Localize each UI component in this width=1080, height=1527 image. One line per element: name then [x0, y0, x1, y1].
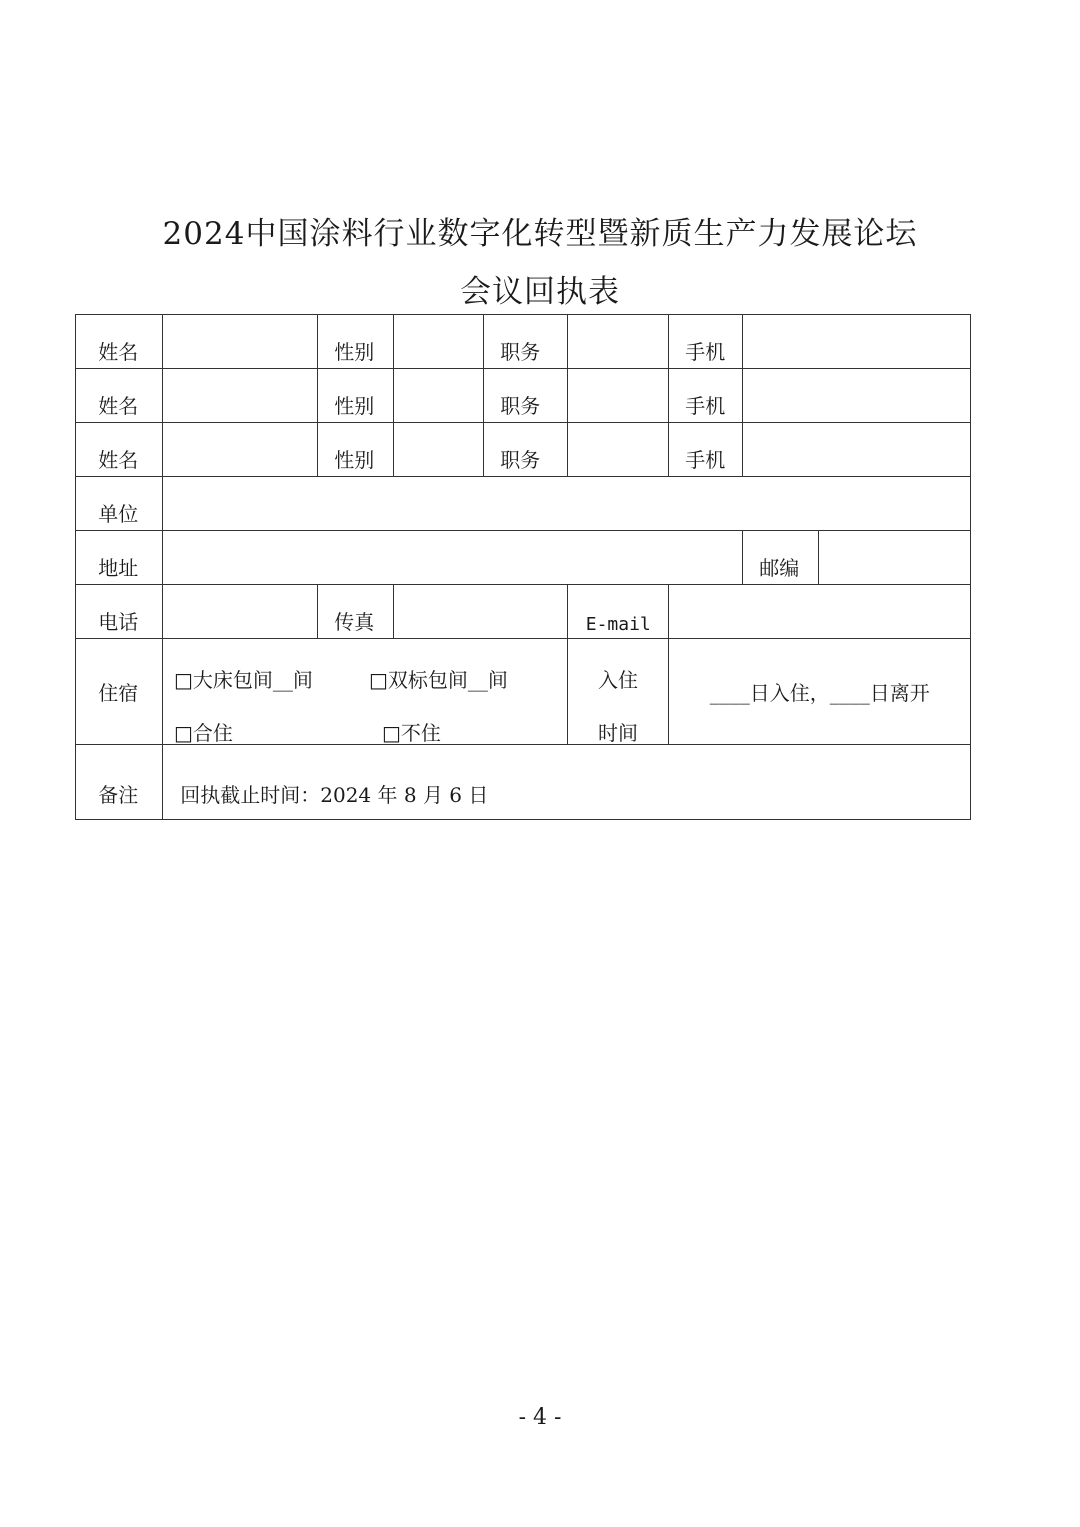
- mobile-label: 手机: [668, 422, 743, 477]
- name-field[interactable]: [162, 314, 318, 369]
- lodging-option-shared[interactable]: □合住: [174, 721, 233, 745]
- email-field[interactable]: [668, 584, 971, 639]
- gender-field[interactable]: [393, 422, 484, 477]
- position-field[interactable]: [567, 314, 669, 369]
- phone-field[interactable]: [162, 584, 318, 639]
- position-field[interactable]: [567, 422, 669, 477]
- position-label: 职务: [483, 368, 568, 423]
- checkin-label-line2: 时间: [598, 721, 638, 745]
- name-field[interactable]: [162, 422, 318, 477]
- name-label: 姓名: [75, 314, 163, 369]
- gender-label: 性别: [317, 368, 394, 423]
- position-label: 职务: [483, 314, 568, 369]
- checkin-dates-field[interactable]: ____日入住，____日离开: [668, 638, 971, 745]
- remarks-label: 备注: [75, 744, 163, 820]
- address-label: 地址: [75, 530, 163, 585]
- mobile-field[interactable]: [742, 368, 971, 423]
- gender-label: 性别: [317, 422, 394, 477]
- name-field[interactable]: [162, 368, 318, 423]
- remarks-text: 回执截止时间：2024 年 8 月 6 日: [162, 744, 971, 820]
- lodging-label: 住宿: [75, 638, 163, 745]
- mobile-label: 手机: [668, 368, 743, 423]
- mobile-label: 手机: [668, 314, 743, 369]
- phone-label: 电话: [75, 584, 163, 639]
- lodging-option-twin-room[interactable]: □双标包间__间: [369, 668, 508, 692]
- page-number: - 4 -: [518, 1405, 562, 1430]
- checkin-label-line1: 入住: [598, 668, 638, 692]
- lodging-option-king-room[interactable]: □大床包间__间: [174, 668, 313, 692]
- fax-label: 传真: [317, 584, 394, 639]
- mobile-field[interactable]: [742, 314, 971, 369]
- postcode-field[interactable]: [818, 530, 971, 585]
- email-label: E-mail: [567, 584, 669, 639]
- gender-field[interactable]: [393, 314, 484, 369]
- document-title: 2024中国涂料行业数字化转型暨新质生产力发展论坛: [162, 216, 918, 252]
- name-label: 姓名: [75, 368, 163, 423]
- position-label: 职务: [483, 422, 568, 477]
- company-field[interactable]: [162, 476, 971, 531]
- position-field[interactable]: [567, 368, 669, 423]
- lodging-option-none[interactable]: □不住: [382, 721, 441, 745]
- gender-label: 性别: [317, 314, 394, 369]
- company-label: 单位: [75, 476, 163, 531]
- mobile-field[interactable]: [742, 422, 971, 477]
- gender-field[interactable]: [393, 368, 484, 423]
- address-field[interactable]: [162, 530, 743, 585]
- postcode-label: 邮编: [742, 530, 819, 585]
- document-subtitle: 会议回执表: [460, 274, 620, 310]
- fax-field[interactable]: [393, 584, 568, 639]
- name-label: 姓名: [75, 422, 163, 477]
